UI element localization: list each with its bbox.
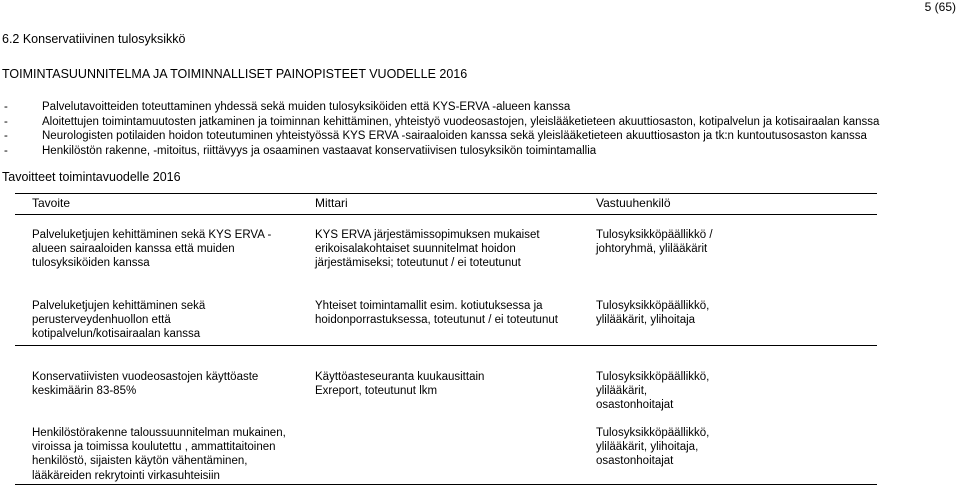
- cell-line: keskimäärin 83-85%: [32, 385, 137, 398]
- list-item-text: Neurologisten potilaiden hoidon toteutuminen yhteistyössä KYS ERVA -sairaaloiden kanssa sekä yleislääketieteen akuuttiosaston ja tk:n kuntoutusosaston kanssa: [42, 130, 867, 143]
- table-cell-tavoite: [32, 370, 302, 398]
- table-cell-tavoite: [32, 299, 302, 342]
- table-block-2: [15, 360, 877, 485]
- cell-line: ylilääkärit, ylihoitaja,: [596, 441, 699, 454]
- cell-line: Tulosyksikköpäällikkö,: [596, 300, 710, 312]
- table-block-1: [15, 215, 877, 346]
- cell-line: Palveluketjujen kehittäminen sekä: [32, 300, 206, 312]
- priority-list: [4, 100, 954, 158]
- cell-line: perusterveydenhuollon että: [32, 314, 171, 327]
- list-dash: -: [4, 115, 8, 128]
- cell-line: Tulosyksikköpäällikkö,: [596, 427, 710, 439]
- list-item: [4, 115, 954, 130]
- plan-title: TOIMINTASUUNNITELMA JA TOIMINNALLISET PAINOPISTEET VUODELLE 2016: [2, 67, 468, 81]
- list-item-text: Palvelutavoitteiden toteuttaminen yhdessä sekä muiden tulosyksiköiden että KYS-ERVA -alueen kanssa: [42, 101, 571, 113]
- cell-line: järjestämiseksi; toteutunut / ei toteutunut: [315, 257, 521, 270]
- table-cell-tavoite: [32, 228, 302, 271]
- cell-line: ylilääkärit,: [596, 385, 648, 398]
- column-header-tavoite: Tavoite: [32, 196, 71, 210]
- cell-line: Henkilöstörakenne taloussuunnitelman mukainen,: [32, 427, 286, 439]
- cell-line: KYS ERVA järjestämissopimuksen mukaiset: [315, 229, 540, 241]
- list-item-text: Aloitettujen toimintamuutosten jatkaminen ja toiminnan kehittäminen, yhteistyö vuodeosastojen, yleislääketieteen akuuttiosaston, kotipalvelun ja kotisairaalan kanssa: [42, 115, 880, 128]
- cell-line: Käyttöasteseuranta kuukausittain: [315, 371, 485, 383]
- list-item: [4, 100, 954, 115]
- cell-line: osastonhoitajat: [596, 399, 674, 412]
- table-cell-vastuu: [596, 299, 866, 327]
- cell-line: henkilöstö, sijaisten käytön vähentäminen,: [32, 455, 248, 468]
- cell-line: kotipalvelun/kotisairaalan kanssa: [32, 328, 201, 341]
- cell-line: Konservatiivisten vuodeosastojen käyttöaste: [32, 371, 259, 383]
- cell-line: Tulosyksikköpäällikkö,: [596, 371, 710, 383]
- page-number: 5 (65): [924, 0, 956, 14]
- table-header-row: [15, 193, 877, 215]
- list-item: [4, 144, 954, 159]
- list-dash: -: [4, 130, 8, 143]
- table-cell-vastuu: [596, 228, 866, 256]
- column-header-mittari: Mittari: [315, 196, 348, 210]
- cell-line: viroissa ja toimissa koulutettu , ammattitaitoinen: [32, 441, 276, 454]
- list-dash: -: [4, 144, 8, 157]
- column-header-vastuuhenkilo: Vastuuhenkilö: [596, 196, 671, 210]
- cell-line: osastonhoitajat: [596, 455, 674, 468]
- list-item: [4, 129, 954, 144]
- list-item-text: Henkilöstön rakenne, -mitoitus, riittävyys ja osaaminen vastaavat konservatiivisen tulosyksikön toimintamallia: [42, 144, 597, 157]
- cell-line: Palveluketjujen kehittäminen sekä KYS ERVA -: [32, 229, 272, 241]
- table-cell-tavoite: [32, 426, 302, 483]
- table-cell-mittari: [315, 299, 585, 327]
- table-cell-vastuu: [596, 370, 866, 413]
- cell-line: Tulosyksikköpäällikkö /: [596, 229, 713, 241]
- cell-line: hoidonporrastuksessa, toteutunut / ei toteutunut: [315, 314, 558, 327]
- table-cell-vastuu: [596, 426, 866, 469]
- section-heading: 6.2 Konservatiivinen tulosyksikkö: [2, 32, 186, 46]
- table-cell-mittari: [315, 228, 585, 271]
- table-cell-mittari: [315, 370, 585, 398]
- cell-line: Yhteiset toimintamallit esim. kotiutuksessa ja: [315, 300, 543, 312]
- cell-line: Exreport, toteutunut lkm: [315, 385, 438, 398]
- cell-line: johtoryhmä, ylilääkärit: [596, 243, 708, 256]
- cell-line: erikoisalakohtaiset suunnitelmat hoidon: [315, 243, 516, 256]
- cell-line: ylilääkärit, ylihoitaja: [596, 314, 696, 327]
- goals-heading: Tavoitteet toimintavuodelle 2016: [2, 170, 181, 184]
- cell-line: lääkäreiden rekrytointi virkasuhteisiin: [32, 469, 220, 482]
- cell-line: tulosyksiköiden kanssa: [32, 257, 150, 270]
- list-dash: -: [4, 101, 8, 113]
- cell-line: alueen sairaaloiden kanssa että muiden: [32, 243, 235, 256]
- goals-table: [15, 193, 877, 485]
